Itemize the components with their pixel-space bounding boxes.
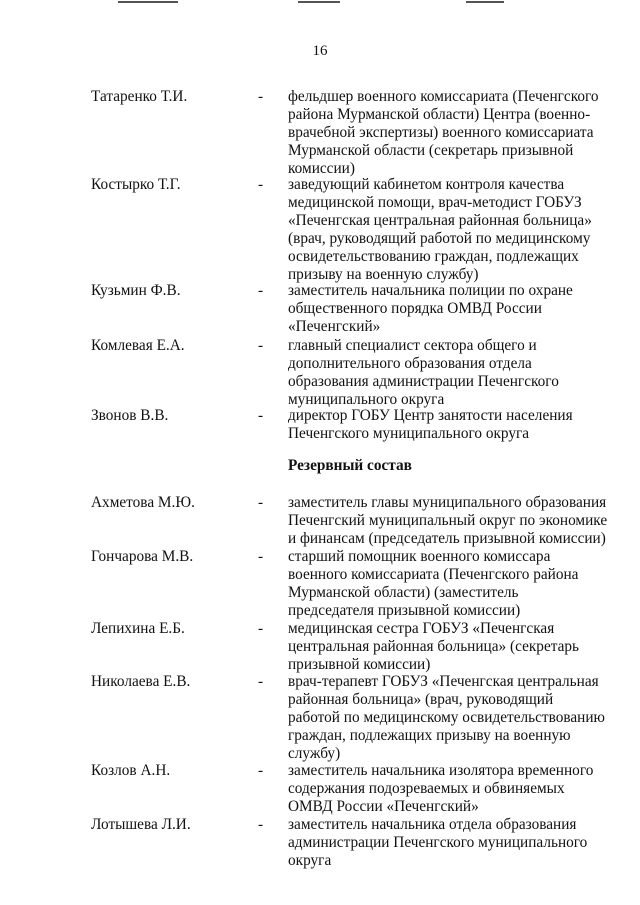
member-position: старший помощник военного комиссара военного комиссариата (Печенгского района Мурманской области) (заместитель председателя призывной комиссии) <box>288 548 579 619</box>
dash-separator: - <box>258 548 264 565</box>
page-number: 16 <box>312 43 328 59</box>
member-position: заместитель главы муниципального образования Печенгский муниципальный округ по экономике и финансам (председатель призывной комиссии) <box>288 494 608 547</box>
member-position: главный специалист сектора общего и дополнительного образования отдела образования администрации Печенгского муниципального округа <box>288 337 559 408</box>
dash-separator: - <box>258 762 264 779</box>
dash-separator: - <box>258 282 264 299</box>
member-position: заместитель начальника изолятора временного содержания подозреваемых и обвиняемых ОМВД России «Печенгский» <box>288 762 594 815</box>
member-position: врач-терапевт ГОБУЗ «Печенгская центральная районная больница» (врач, руководящий работой по медицинскому освидетельствованию граждан, подлежащих призыву на военную службу) <box>288 673 605 762</box>
member-name: Звонов В.В. <box>91 407 169 424</box>
member-position: заведующий кабинетом контроля качества медицинской помощи, врач-методист ГОБУЗ «Печенгская центральная районная больница» (врач, руководящий работой по медицинскому освидетельствованию граждан, подлежащих призыву на военную службу) <box>288 176 592 283</box>
dash-separator: - <box>258 494 264 511</box>
member-name: Татаренко Т.И. <box>91 88 188 105</box>
dash-separator: - <box>258 673 264 690</box>
member-name: Николаева Е.В. <box>91 673 191 690</box>
member-name: Кузьмин Ф.В. <box>91 282 181 299</box>
member-position: заместитель начальника полиции по охране общественного порядка ОМВД России «Печенгский» <box>288 282 573 335</box>
member-name: Лепихина Е.Б. <box>91 620 185 637</box>
member-position: директор ГОБУ Центр занятости населения Печенгского муниципального округа <box>288 407 573 442</box>
member-position: медицинская сестра ГОБУЗ «Печенгская центральная районная больница» (секретарь призывной комиссии) <box>288 620 580 673</box>
member-name: Ахметова М.Ю. <box>91 494 195 511</box>
dash-separator: - <box>258 88 264 105</box>
member-name: Лотышева Л.И. <box>91 816 191 833</box>
member-name: Гончарова М.В. <box>91 548 194 565</box>
member-name: Козлов А.Н. <box>91 762 171 779</box>
member-name: Комлевая Е.А. <box>91 337 185 354</box>
dash-separator: - <box>258 337 264 354</box>
dash-separator: - <box>258 620 264 637</box>
member-name: Костырко Т.Г. <box>91 176 181 193</box>
scan-edge-marks <box>0 0 640 6</box>
reserve-heading: Резервный состав <box>288 457 412 474</box>
member-position: заместитель начальника отдела образования администрации Печенгского муниципального округа <box>288 816 588 869</box>
dash-separator: - <box>258 816 264 833</box>
dash-separator: - <box>258 407 264 424</box>
member-position: фельдшер военного комиссариата (Печенгского района Мурманской области) Центра (военно-врачебной экспертизы) военного комиссариата Мурманской области (секретарь призывной комиссии) <box>288 88 599 177</box>
dash-separator: - <box>258 176 264 193</box>
